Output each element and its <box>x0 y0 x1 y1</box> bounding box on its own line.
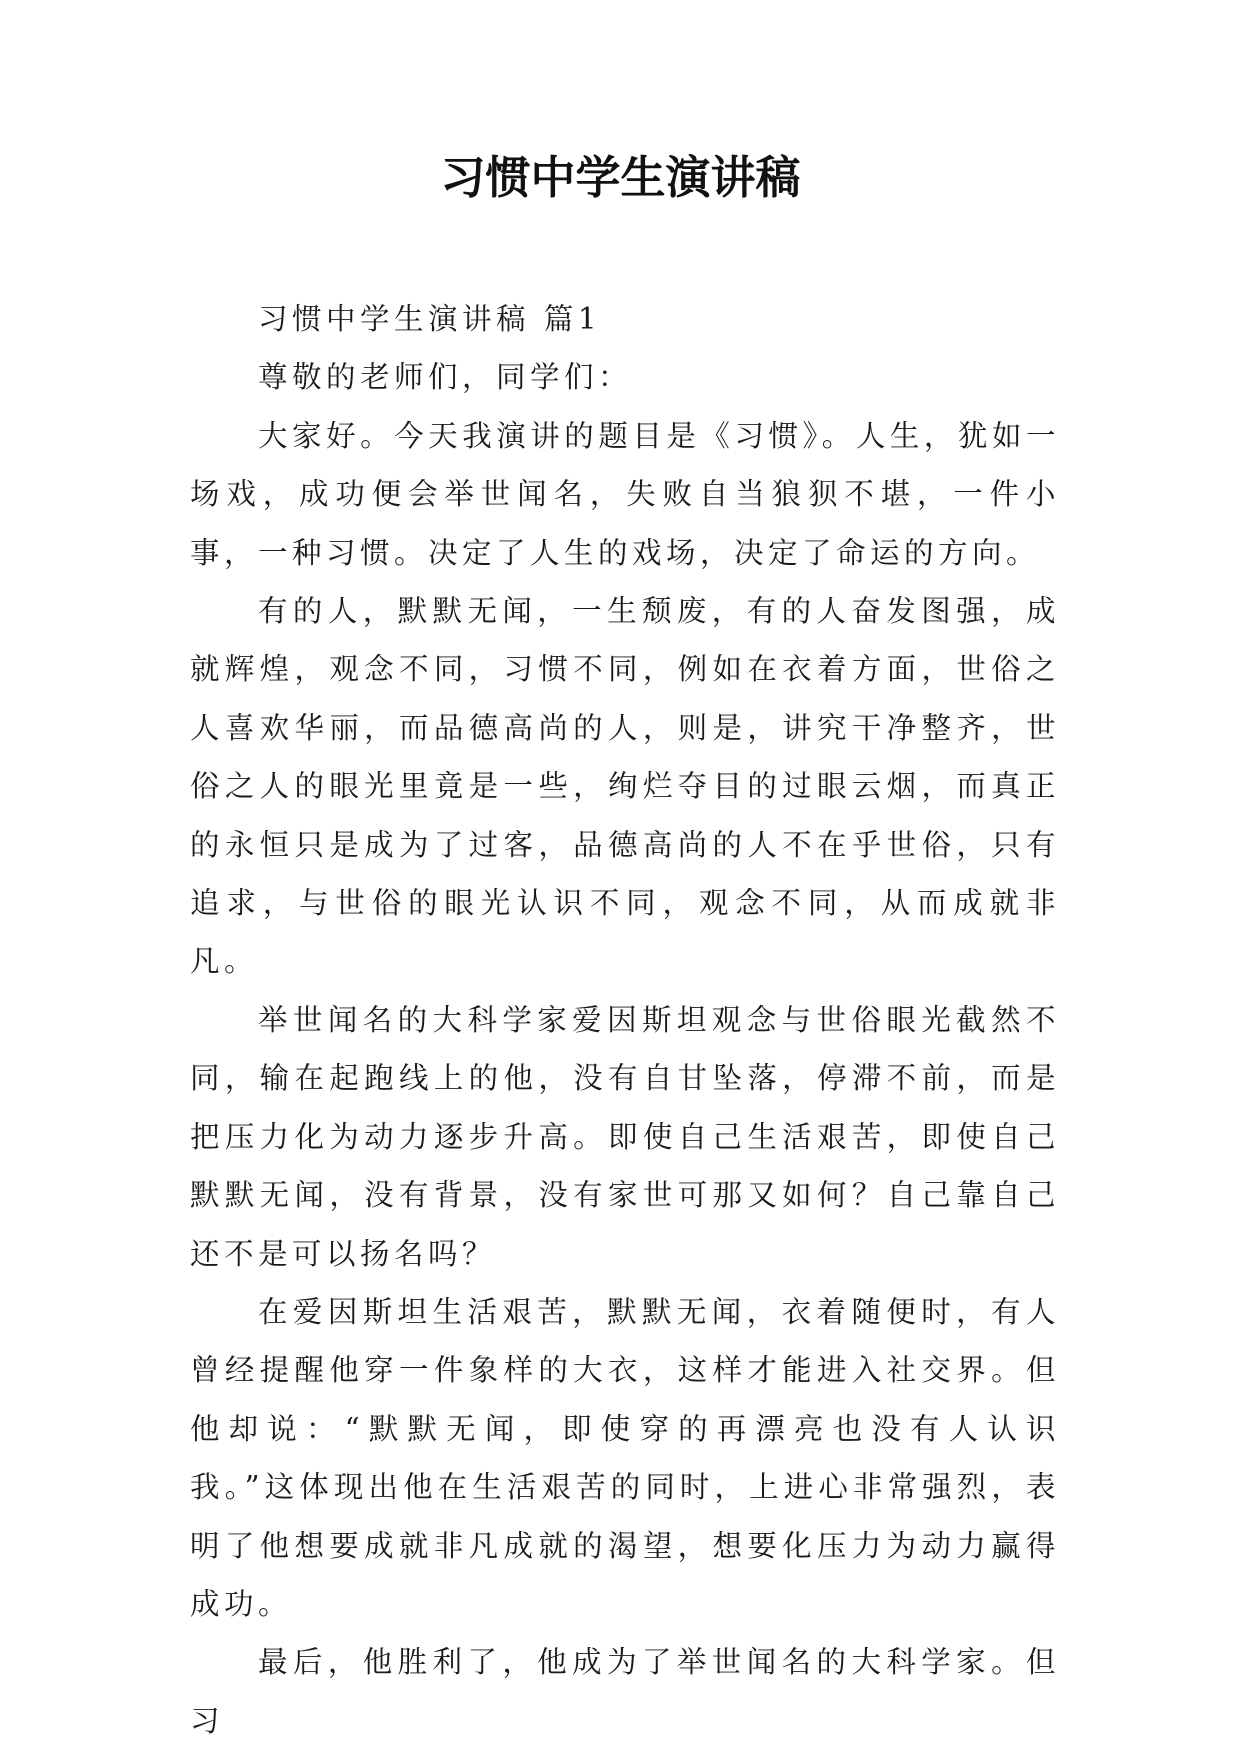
paragraph: 举世闻名的大科学家爱因斯坦观念与世俗眼光截然不同，输在起跑线上的他，没有自甘坠落，停滞不前，而是把压力化为动力逐步升高。即使自己生活艰苦，即使自己默默无闻，没有背景，没有家世可那又如何？自己靠自己还不是可以扬名吗？ <box>190 1002 1060 1271</box>
paragraph: 在爱因斯坦生活艰苦，默默无闻，衣着随便时，有人曾经提醒他穿一件象样的大衣，这样才能进入社交界。但他却说：“默默无闻，即使穿的再漂亮也没有人认识我。”这体现出他在生活艰苦的同时，上进心非常强烈，表明了他想要成就非凡成就的渴望，想要化压力为动力赢得成功。 <box>190 1294 1060 1621</box>
section-heading: 习惯中学生演讲稿 篇1 <box>258 302 602 336</box>
paragraph: 大家好。今天我演讲的题目是《习惯》。人生，犹如一场戏，成功便会举世闻名，失败自当狼狈不堪，一件小事，一种习惯。决定了人生的戏场，决定了命运的方向。 <box>190 418 1060 570</box>
paragraph: 最后，他胜利了，他成为了举世闻名的大科学家。但习 <box>190 1645 1060 1738</box>
document-title: 习惯中学生演讲稿 <box>440 151 801 204</box>
document-body <box>190 290 1060 1750</box>
paragraph: 有的人，默默无闻，一生颓废，有的人奋发图强，成就辉煌，观念不同，习惯不同，例如在衣着方面，世俗之人喜欢华丽，而品德高尚的人，则是，讲究干净整齐，世俗之人的眼光里竟是一些，绚烂夺目的过眼云烟，而真正的永恒只是成为了过客，品德高尚的人不在乎世俗，只有追求，与世俗的眼光认识不同，观念不同，从而成就非凡。 <box>190 594 1060 979</box>
salutation: 尊敬的老师们，同学们： <box>258 360 633 395</box>
